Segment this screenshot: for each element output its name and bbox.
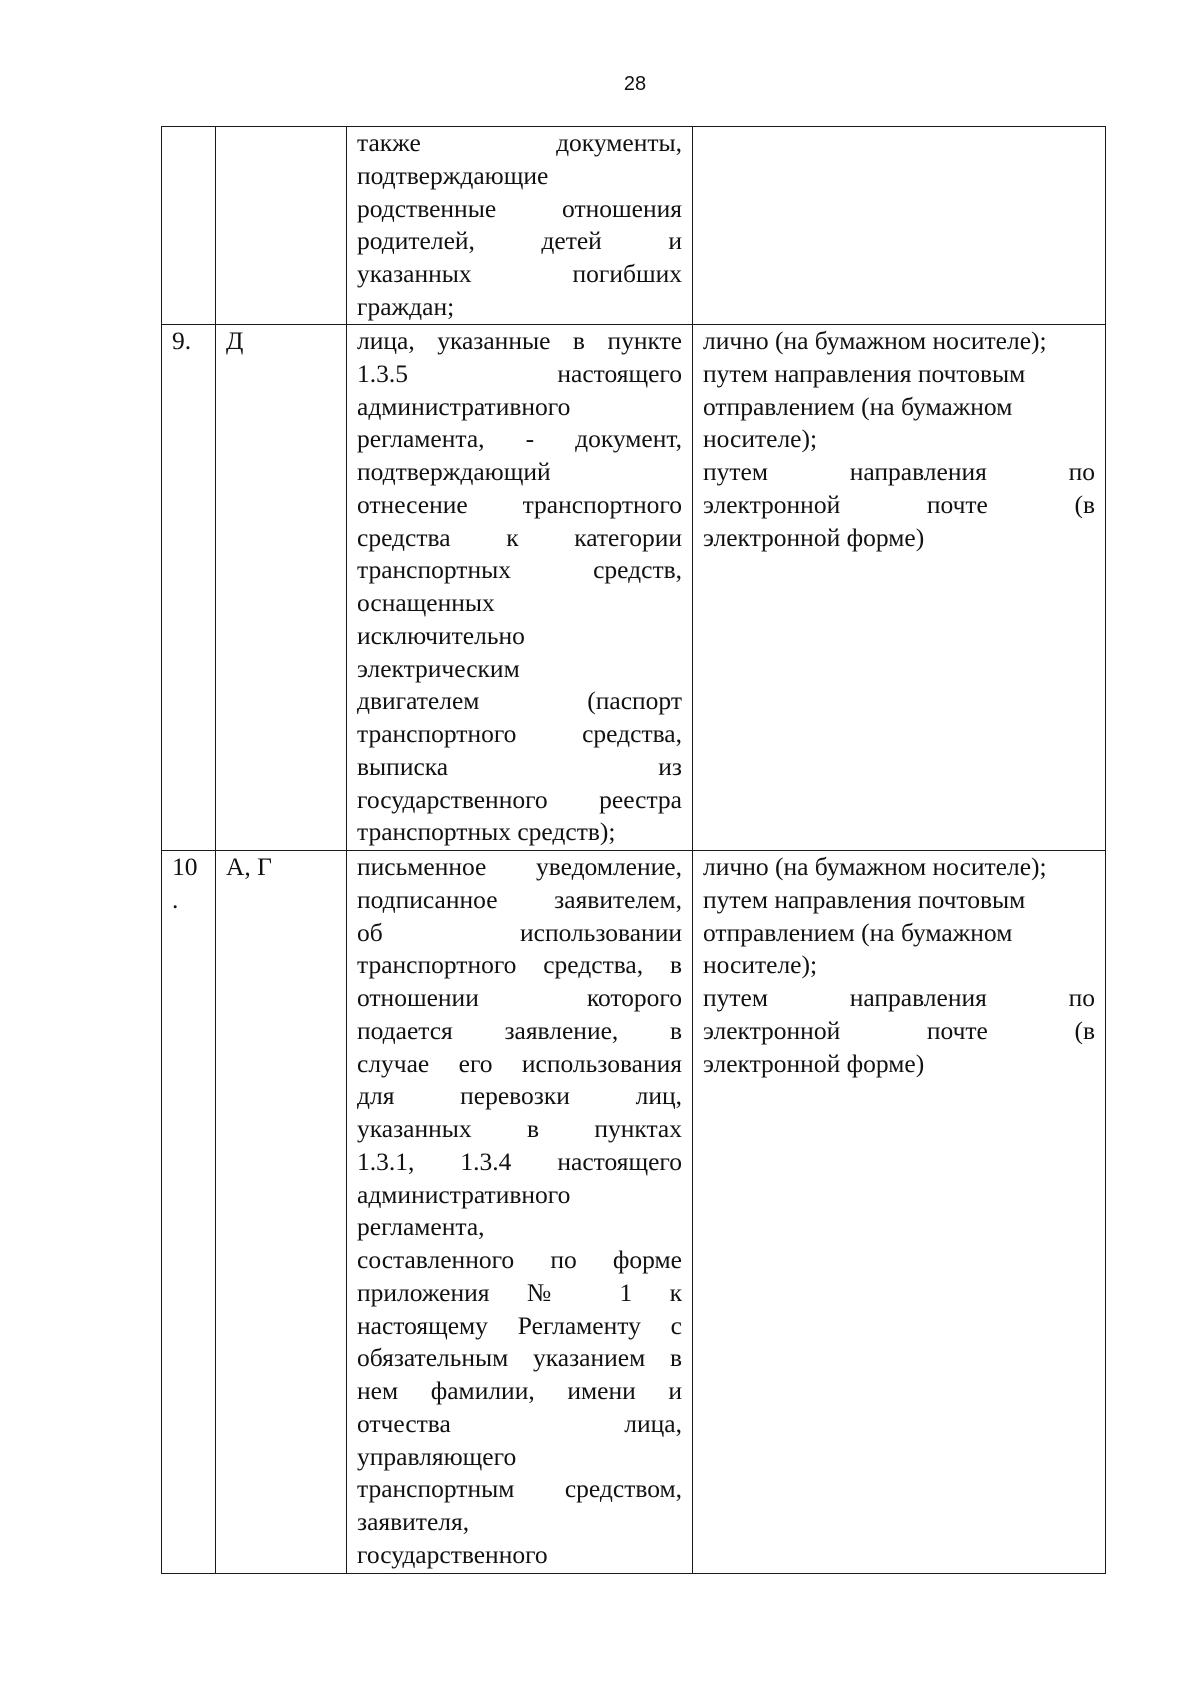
cell-text-line: заявителя, (357, 1507, 470, 1536)
cell-text-line: административного (357, 391, 571, 421)
cell-text-line: лично (на бумажном носителе); (703, 326, 1047, 355)
cell-text-line: 9. (172, 326, 192, 355)
category-cell (216, 325, 347, 851)
cell-text-line: путем направления почтовым (703, 884, 1026, 914)
cell-text-line: выписка из (357, 751, 682, 781)
cell-text-line: государственного (357, 1539, 548, 1569)
cell-text-line: нем фамилии, имени и (357, 1376, 682, 1405)
cell-text-line: электронной форме) (703, 522, 925, 552)
cell-text-line: подтверждающие (357, 160, 549, 190)
cell-text-line: также документы, (357, 128, 682, 157)
cell-text-line: регламента, - документ, (357, 424, 682, 454)
cell-text-line: транспортных средств); (357, 817, 616, 847)
cell-text-line: указанных в пунктах (357, 1114, 682, 1143)
cell-text-line: транспортных средств, (357, 555, 682, 585)
submission-method-cell (693, 127, 1106, 325)
documents-table (161, 126, 1106, 1574)
row-number-cell (162, 325, 216, 851)
cell-text-line: отчества лица, (357, 1408, 682, 1438)
cell-text-line: двигателем (паспорт (357, 686, 682, 716)
cell-text-line: административного (357, 1179, 571, 1209)
cell-text-line: носителе); (703, 424, 818, 454)
category-cell (216, 851, 347, 1574)
cell-text-line: подписанное заявителем, (357, 884, 682, 914)
row-number-cell (162, 851, 216, 1574)
cell-text-line: отправлением (на бумажном (703, 917, 1013, 947)
cell-text-line: электронной почте (в (703, 1015, 1095, 1045)
cell-text-line: письменное уведомление, (357, 852, 682, 881)
cell-text-line: 1.3.5 настоящего (357, 358, 682, 388)
cell-text-line: электронной почте (в (703, 489, 1095, 519)
cell-text-line: настоящему Регламенту с (357, 1310, 682, 1340)
cell-text-line: путем направления почтовым (703, 358, 1026, 388)
cell-text-line: случае его использования (357, 1048, 682, 1078)
cell-text-line: транспортного средства, в (357, 950, 682, 980)
cell-text-line: 10 (172, 852, 198, 881)
cell-text-line: лица, указанные в пункте (357, 326, 682, 355)
cell-text-line: Д (226, 326, 244, 355)
cell-text-line: об использовании (357, 917, 682, 947)
table-row (162, 325, 1106, 851)
cell-text-line: путем направления по (703, 457, 1095, 486)
cell-text-line: лично (на бумажном носителе); (703, 852, 1047, 881)
cell-text-line: отнесение транспортного (357, 489, 682, 519)
cell-text-line: . (172, 884, 179, 914)
cell-text-line: родственные отношения (357, 193, 682, 223)
cell-text-line: для перевозки лиц, (357, 1081, 682, 1111)
cell-text-line: управляющего (357, 1441, 517, 1471)
cell-text-line: подтверждающий (357, 457, 551, 486)
cell-text-line: средства к категории (357, 522, 682, 552)
cell-text-line: подается заявление, в (357, 1015, 682, 1045)
category-cell (216, 127, 347, 325)
cell-text-line: обязательным указанием в (357, 1343, 682, 1373)
cell-text-line: отношении которого (357, 983, 682, 1012)
cell-text-line: родителей, детей и (357, 226, 682, 256)
documents-cell (347, 127, 693, 325)
cell-text-line: приложения № 1 к (357, 1277, 682, 1307)
cell-text-line: электрическим (357, 653, 520, 683)
submission-method-cell (693, 325, 1106, 851)
cell-text-line: регламента, (357, 1212, 485, 1242)
documents-cell (347, 325, 693, 851)
submission-method-cell (693, 851, 1106, 1574)
cell-text-line: 1.3.1, 1.3.4 настоящего (357, 1146, 682, 1176)
cell-text-line: электронной форме) (703, 1048, 925, 1078)
cell-text-line: исключительно (357, 620, 525, 650)
cell-text-line: носителе); (703, 950, 818, 980)
table-row (162, 851, 1106, 1574)
cell-text-line: транспортным средством, (357, 1474, 682, 1504)
cell-text-line: составленного по форме (357, 1245, 682, 1274)
cell-text-line: граждан; (357, 291, 455, 321)
cell-text-line: путем направления по (703, 983, 1095, 1012)
cell-text-line: государственного реестра (357, 784, 682, 814)
cell-text-line: транспортного средства, (357, 719, 682, 748)
cell-text-line: А, Г (226, 852, 272, 881)
row-number-cell (162, 127, 216, 325)
table-row (162, 127, 1106, 325)
cell-text-line: отправлением (на бумажном (703, 391, 1013, 421)
cell-text-line: оснащенных (357, 588, 495, 617)
cell-text-line: указанных погибших (357, 259, 682, 288)
page-number: 28 (623, 73, 647, 95)
documents-cell (347, 851, 693, 1574)
